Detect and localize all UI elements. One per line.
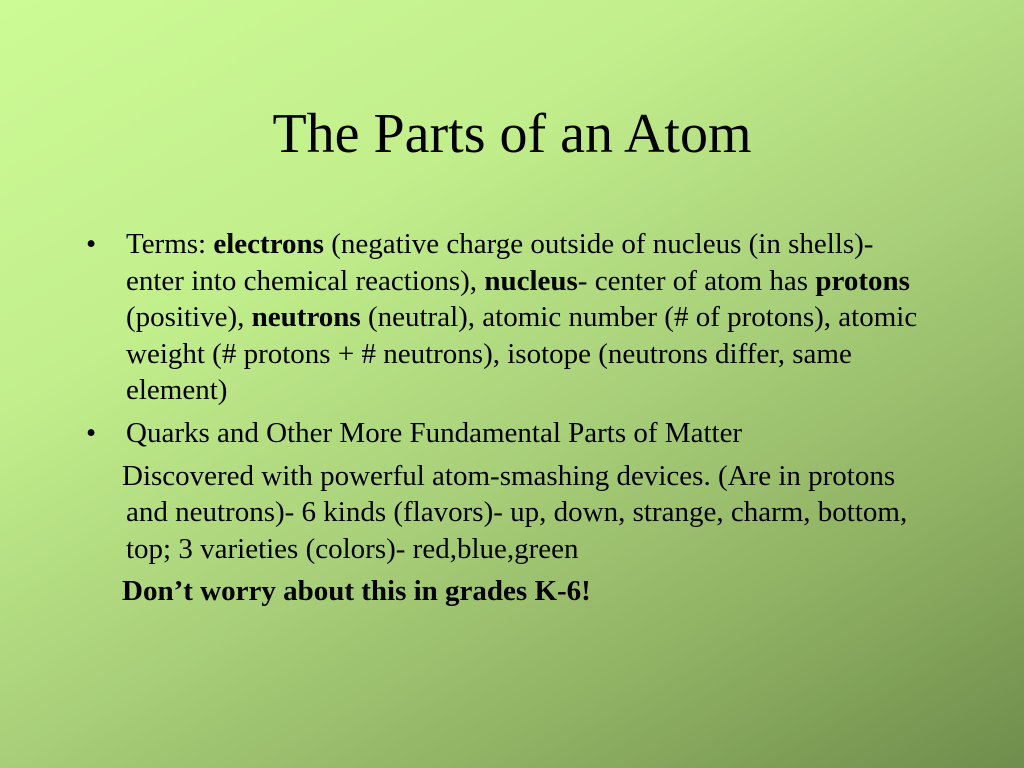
protons-description: (positive), [126, 301, 252, 334]
term-nucleus: nucleus [484, 264, 578, 297]
grade-note: Don’t worry about this in grades K-6! [122, 575, 591, 608]
bullet-terms [86, 226, 936, 409]
bullet-quarks [86, 415, 936, 452]
quarks-description: Discovered with powerful atom-smashing devices. (Are in protons and neutrons)- 6 kinds (flavors)- up, down, strange, charm, bottom, top; 3 varieties (colors)- red,blue,green [122, 459, 908, 565]
bullet-marker: • [86, 416, 97, 449]
slide-title: The Parts of an Atom [272, 103, 752, 165]
neutrons-description: (neutral), atomic number (# of protons), atomic weight (# protons + # neutrons), isotope (neutrons differ, same element) [126, 301, 918, 407]
bullet-marker: • [86, 228, 97, 260]
slide-body [86, 226, 936, 610]
term-electrons: electrons [213, 228, 324, 260]
term-neutrons: neutrons [251, 301, 361, 334]
terms-label: Terms: [126, 228, 214, 260]
quarks-heading: Quarks and Other More Fundamental Parts of Matter [126, 416, 743, 449]
electrons-description: (negative charge outside of nucleus (in shells)- enter into chemical reactions), [126, 228, 874, 297]
nucleus-description: - center of atom has [577, 264, 816, 297]
term-protons: protons [815, 264, 910, 297]
